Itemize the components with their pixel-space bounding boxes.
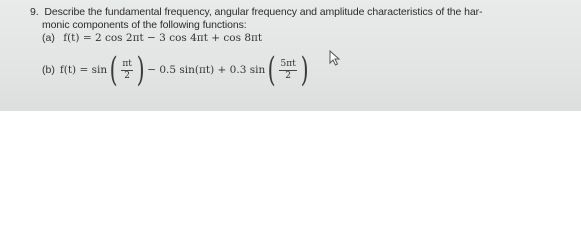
fraction-2-numerator: 5πt [280, 58, 296, 69]
question-text-line-2: monic components of the following functions: [42, 19, 247, 31]
question-line-2 [30, 19, 571, 32]
question-text-line-1: Describe the fundamental frequency, angular frequency and amplitude characteristics of the har- [44, 6, 483, 18]
blank-area [0, 111, 581, 201]
left-paren-2: ( [267, 50, 276, 90]
part-b [42, 50, 311, 90]
part-b-label: (b) [42, 64, 55, 76]
question-line-1 [30, 6, 571, 19]
fraction-1-numerator: πt [122, 58, 132, 69]
part-b-middle: − 0.5 sin(πt) + 0.3 sin [147, 64, 266, 76]
problem-photo [0, 0, 581, 111]
right-paren-2: ) [300, 50, 309, 90]
fraction-2-denominator: 2 [285, 70, 291, 81]
part-a-label: (a) [42, 32, 55, 44]
mouse-cursor-icon [329, 50, 341, 66]
part-a [42, 32, 262, 44]
fraction-1 [121, 59, 133, 82]
right-paren-1: ) [136, 50, 145, 90]
fraction-1-denominator: 2 [124, 70, 131, 81]
question-text [30, 6, 571, 32]
part-a-expression: f(t) = 2 cos 2πt − 3 cos 4πt + cos 8πt [63, 32, 263, 44]
fraction-2 [279, 59, 296, 82]
left-paren-1: ( [109, 50, 118, 90]
part-b-lhs: f(t) = sin [59, 64, 108, 76]
question-number: 9. [30, 6, 39, 18]
